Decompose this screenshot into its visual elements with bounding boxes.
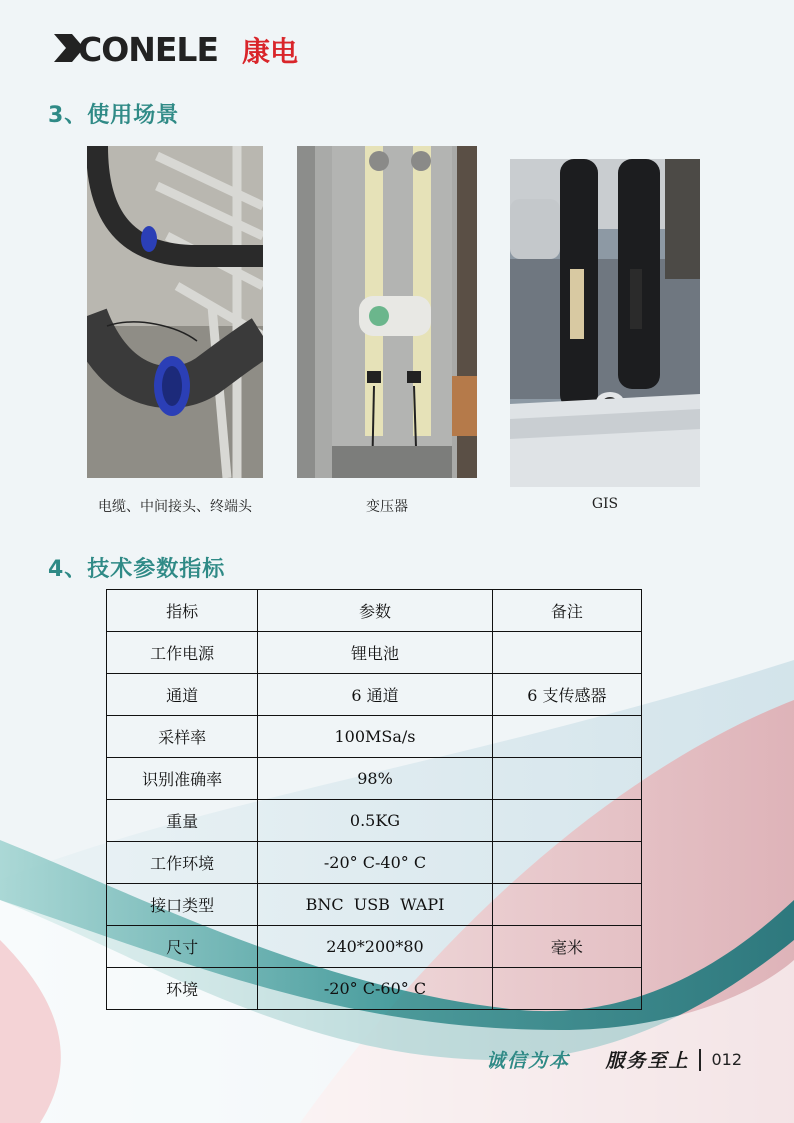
- svg-text:CONELE: CONELE: [78, 30, 219, 66]
- table-cell: 100MSa/s: [258, 716, 492, 758]
- photo-caption-transformer: 变压器: [366, 499, 408, 515]
- table-cell: 尺寸: [107, 926, 258, 968]
- table-cell: 识别准确率: [107, 758, 258, 800]
- page-footer: [486, 1046, 742, 1073]
- table-cell: 采样率: [107, 716, 258, 758]
- table-row: [107, 884, 642, 926]
- table-row: [107, 968, 642, 1010]
- table-row: [107, 926, 642, 968]
- photo-caption-cable: 电缆、中间接头、终端头: [98, 499, 252, 515]
- photo-caption-gis: GIS: [591, 496, 619, 512]
- table-cell: [492, 842, 641, 884]
- table-cell: [492, 884, 641, 926]
- table-cell: -20° C-60° C: [258, 968, 492, 1010]
- table-cell: -20° C-40° C: [258, 842, 492, 884]
- table-cell: 6 通道: [258, 674, 492, 716]
- company-logo: [52, 30, 312, 70]
- photo-gis: [510, 159, 700, 487]
- table-header-cell: 参数: [258, 590, 492, 632]
- table-cell: [492, 758, 641, 800]
- table-cell: 重量: [107, 800, 258, 842]
- svg-text:康电: 康电: [242, 35, 299, 66]
- table-row: [107, 800, 642, 842]
- table-row: [107, 674, 642, 716]
- slogan-part-2: 服务至上: [605, 1050, 690, 1072]
- table-row: [107, 632, 642, 674]
- table-cell: 接口类型: [107, 884, 258, 926]
- table-cell: [492, 632, 641, 674]
- table-row: [107, 842, 642, 884]
- slogan-part-1: 诚信为本: [486, 1050, 571, 1072]
- table-header-cell: 指标: [107, 590, 258, 632]
- table-cell: 通道: [107, 674, 258, 716]
- table-cell: 98%: [258, 758, 492, 800]
- table-row: [107, 758, 642, 800]
- table-row: [107, 716, 642, 758]
- table-cell: 6 支传感器: [492, 674, 641, 716]
- table-cell: 工作电源: [107, 632, 258, 674]
- photo-cable-sensor: [87, 146, 263, 478]
- table-header-cell: 备注: [492, 590, 641, 632]
- page-number: 012: [711, 1050, 742, 1069]
- table-cell: [492, 800, 641, 842]
- table-cell: BNC USB WAPI: [258, 884, 492, 926]
- photo-transformer: [297, 146, 477, 478]
- table-header-row: [107, 590, 642, 632]
- footer-slogan: [486, 1046, 689, 1073]
- table-cell: [492, 716, 641, 758]
- table-cell: 0.5KG: [258, 800, 492, 842]
- table-cell: 锂电池: [258, 632, 492, 674]
- table-cell: 240*200*80: [258, 926, 492, 968]
- section-title-specs: 4、技术参数指标: [48, 557, 226, 582]
- table-cell: 环境: [107, 968, 258, 1010]
- table-cell: 毫米: [492, 926, 641, 968]
- section-title-usage: 3、使用场景: [48, 103, 180, 128]
- table-cell: [492, 968, 641, 1010]
- table-cell: 工作环境: [107, 842, 258, 884]
- specs-table: [106, 589, 642, 1010]
- footer-divider: [699, 1049, 701, 1071]
